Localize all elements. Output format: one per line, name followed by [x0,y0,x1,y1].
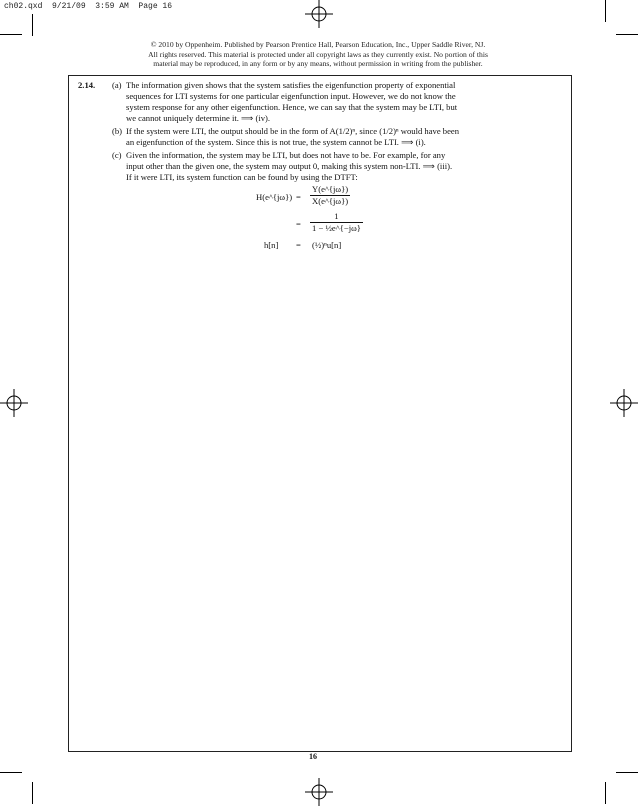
text-line: input other than the given one, the system may output 0, making this system non-LTI. ⟹ (iii). [126,161,453,171]
equation-equals-1: = [296,192,301,202]
crop-mark-bottom-right-v [605,782,606,804]
crop-mark-top-right-h [616,34,638,35]
text-line: If the system were LTI, the output should be in the form of A(1/2)ⁿ, since (1/2)ⁿ would have been [126,126,460,136]
problem-number: 2.14. [78,80,96,90]
equation-lhs-3: h[n] [264,240,279,250]
registration-mark-bottom-icon [305,778,333,806]
text-line: an eigenfunction of the system. Since this is not true, the system cannot be LTI. ⟹ (i). [126,137,426,147]
fraction-denominator: 1 − ½e^{−jω} [312,223,361,233]
part-label: (c) [112,150,122,160]
text-line: system response for any other eigenfunction. Hence, we can say that the system may be LTI, but [126,102,458,112]
crop-mark-top-left-h [0,34,22,35]
equation-equals-2: = [296,219,301,229]
text-line: The information given shows that the system satisfies the eigenfunction property of exponential [126,80,456,90]
page-number: 16 [309,752,317,761]
crop-mark-top-right-v [605,0,606,22]
fraction-numerator: Y(e^{jω}) [312,184,349,194]
equation-rhs-3: (½)ⁿu[n] [312,240,342,250]
fraction-numerator: 1 [310,211,363,223]
crop-mark-bottom-left-v [32,782,33,804]
copyright-line-1: © 2010 by Oppenheim. Published by Pearson Prentice Hall, Pearson Education, Inc., Upper Saddle River, NJ. [150,40,486,49]
registration-mark-left-icon [0,389,28,417]
registration-mark-right-icon [610,389,638,417]
equation-fraction-1 [310,184,350,207]
copyright-line-3: material may be reproduced, in any form or by any means, without permission in writing from the publisher. [153,59,483,68]
copyright-notice [140,40,496,69]
crop-mark-top-left-v [32,14,33,36]
fraction-denominator: X(e^{jω}) [312,196,349,206]
crop-mark-bottom-left-h [0,772,22,773]
equation-fraction-2 [310,211,363,234]
part-label: (a) [112,80,122,90]
crop-mark-bottom-right-h [616,772,638,773]
part-label: (b) [112,126,123,136]
text-line: sequences for LTI systems for one particular eigenfunction input. However, we do not know the [126,91,456,101]
equation-equals-3: = [296,240,301,250]
registration-mark-top-icon [305,0,333,28]
print-slug: ch02.qxd 9/21/09 3:59 AM Page 16 [4,2,173,11]
text-line: If it were LTI, its system function can be found by using the DTFT: [126,172,358,182]
text-line: Given the information, the system may be LTI, but does not have to be. For example, for any [126,150,446,160]
equation-lhs-1: H(e^{jω}) [256,192,293,202]
text-line: we cannot uniquely determine it. ⟹ (iv). [126,113,271,123]
copyright-line-2: All rights reserved. This material is protected under all copyright laws as they currently exist. No portion of this [148,49,488,59]
